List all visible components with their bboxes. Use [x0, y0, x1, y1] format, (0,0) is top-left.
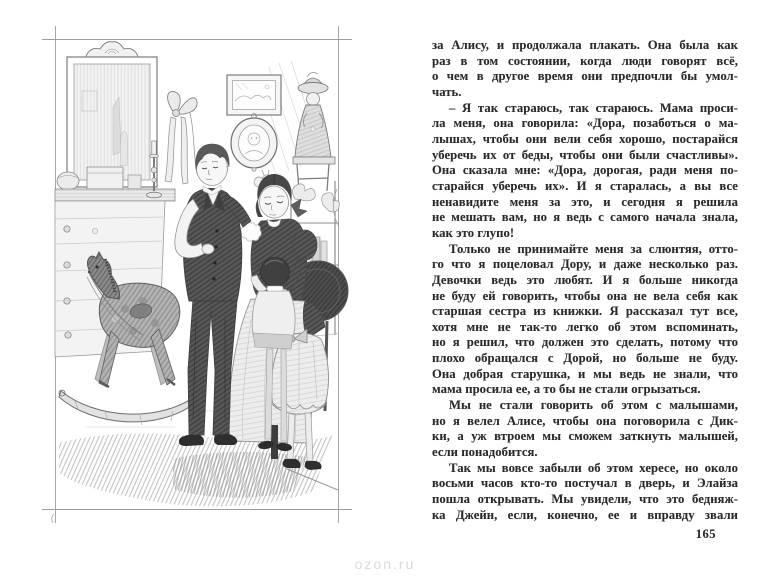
- text-line: раз в том состоянии, когда люди говорят всё,: [432, 53, 738, 68]
- mirror: [67, 42, 157, 187]
- text-line: не буду ей говорить, чтобы она не вела себя как: [432, 288, 738, 303]
- text-line: но я решил, что должен это сделать, потому что: [432, 335, 738, 350]
- text-line: Девочки ведь это любят. И я больше никогда: [432, 272, 738, 287]
- text-line: Так мы вовсе забыли об этом хересе, но около: [449, 460, 738, 475]
- text-line: ка Джейн, если, конечно, ее и вправду звали: [432, 507, 738, 522]
- ribbon-bow: [165, 91, 197, 184]
- text-line: лышах, чтобы они вели себя хорошо, постарайся: [432, 131, 738, 146]
- text-line: ла меня, она говорила: «Дора, позаботься о ма-: [432, 116, 738, 131]
- text-line: но я велел Алисе, чтобы она поговорила с Дик-: [432, 413, 738, 428]
- text-line: го что я поцеловал Дору, и даже несколько раз.: [432, 257, 738, 272]
- text-line: Она добрая старушка, и мы ведь не знали, что: [432, 366, 738, 381]
- text-line: Мы не стали говорить об этом с малышами,: [449, 398, 738, 413]
- text-line: хотя мне не так-то легко об этом вспоминать,: [432, 319, 738, 334]
- right-page: [432, 0, 738, 578]
- text-line: как это глупо!: [432, 225, 515, 240]
- framed-picture: [227, 75, 281, 115]
- oval-portrait: [231, 114, 277, 172]
- page-number: 165: [695, 527, 716, 541]
- text-line: плохо обращался с Дорой, но больше не буду.: [432, 351, 738, 366]
- text-line: восьми часов кто-то постучал в дверь, и Элайза: [432, 476, 738, 491]
- text-line: старшая сестра из книжки. Я рассказал тут все,: [432, 304, 738, 319]
- text-line: пошла открывать. Мы увидели, что это бедняж-: [432, 492, 738, 507]
- text-line: уберечь их от беды, чтобы они были счастливы».: [432, 147, 738, 162]
- book-illustration: [41, 25, 353, 524]
- text-line: если понадобится.: [432, 445, 538, 460]
- text-line: – Я так стараюсь, так стараюсь. Мама проси-: [449, 100, 738, 115]
- text-line: чать.: [432, 84, 462, 99]
- text-line: Только не принимайте меня за слюнтяя, отто-: [449, 241, 738, 256]
- text-line: ненавидите меня за это, и сегодня я решила: [432, 194, 738, 209]
- doll-figurine: [293, 73, 335, 191]
- text-line: не мешать вам, но я ведь с самого начала знала,: [432, 210, 738, 225]
- text-line: ки, а уж втроем мы сможем заткнуть малышей,: [432, 429, 738, 444]
- text-line: старайся уберечь их». И я старалась, а вы все: [432, 178, 738, 193]
- text-column: [432, 38, 738, 523]
- watermark: ozon.ru: [354, 556, 416, 572]
- text-line: за Алису, и продолжала плакать. Она была как: [432, 38, 738, 52]
- text-line: о чем в другое время они предпочли бы умол-: [432, 69, 738, 84]
- text-line: мама просила ее, а то бы не стали огрызаться.: [432, 382, 701, 397]
- text-line: Она сказала мне: «Дора, дорогая, ради меня по-: [432, 163, 738, 178]
